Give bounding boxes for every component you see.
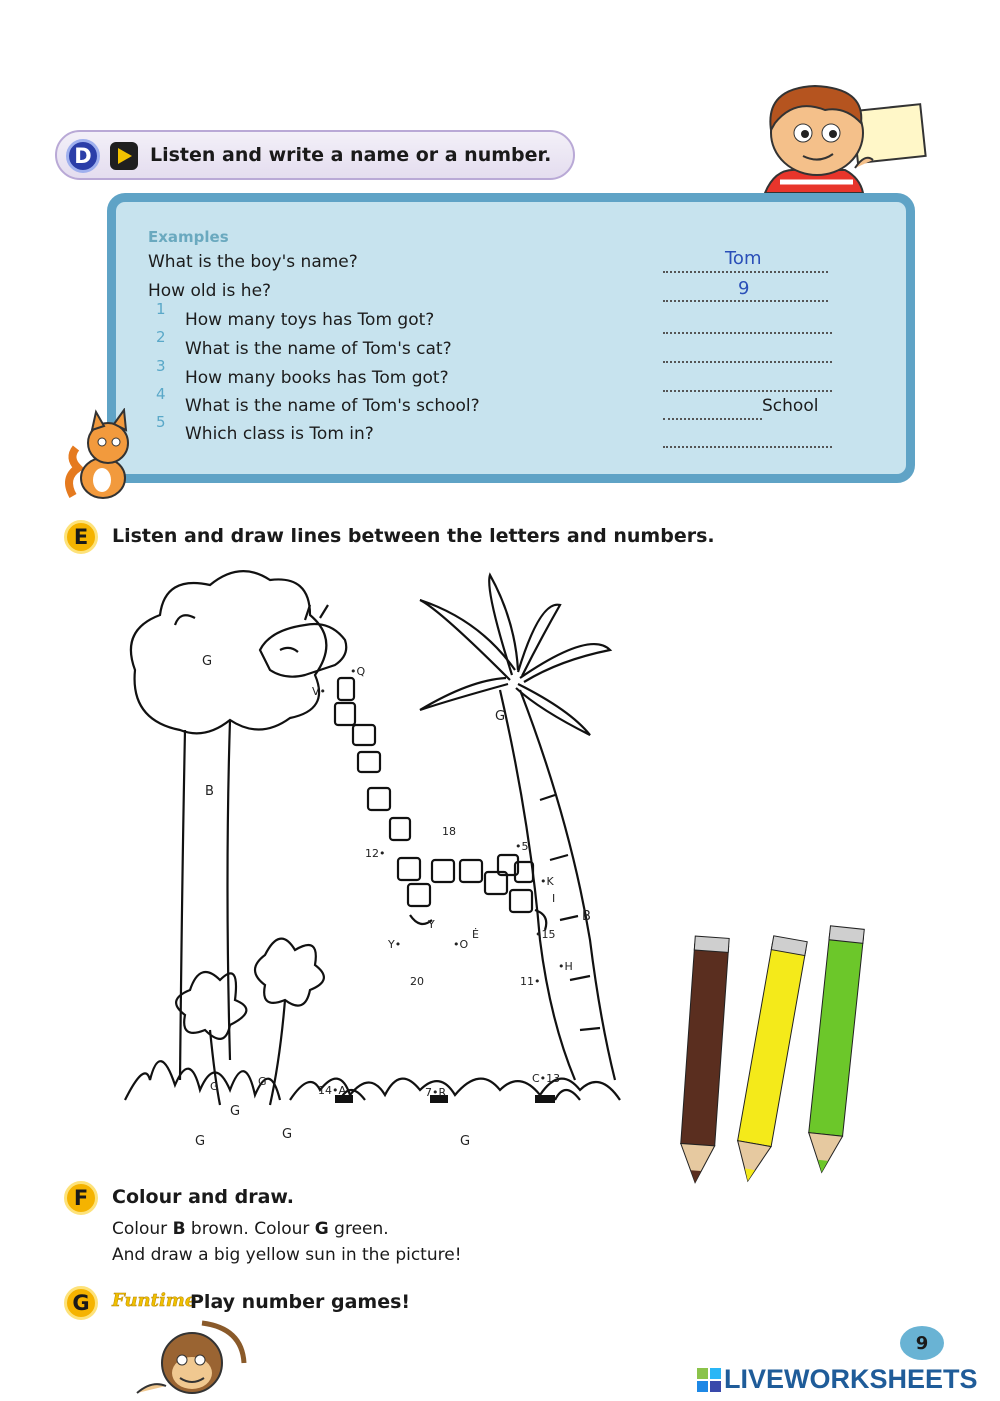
example-question-2: How old is he?: [148, 281, 272, 301]
coloured-pencils: [675, 925, 875, 1190]
label-k: •K: [540, 875, 554, 888]
label-y: Y•: [388, 938, 402, 951]
label-g: G: [210, 1080, 219, 1093]
question-number: 4: [156, 385, 166, 403]
answer-line: [663, 271, 828, 273]
example-answer-1: Tom: [725, 248, 762, 269]
question-5: Which class is Tom in?: [185, 424, 374, 444]
text: brown. Colour: [185, 1219, 315, 1239]
answer-input-1[interactable]: [663, 314, 832, 334]
label-15: •15: [535, 928, 556, 941]
play-audio-button[interactable]: [110, 142, 138, 170]
answer-input-5[interactable]: [663, 428, 832, 448]
label-b: B: [582, 909, 591, 924]
section-letter: F: [73, 1186, 89, 1210]
section-d-badge: [66, 139, 100, 173]
section-g-instruction: Play number games!: [190, 1291, 411, 1313]
section-f-instruction: Colour and draw.: [112, 1186, 294, 1208]
question-number: 1: [156, 300, 166, 318]
section-letter: D: [74, 144, 92, 168]
label-b: B: [205, 784, 214, 799]
answer-input-3[interactable]: [663, 372, 832, 392]
label-i: I: [552, 892, 556, 905]
label-11: 11•: [520, 975, 541, 988]
label-o: •O: [453, 938, 469, 951]
label-20: 20: [410, 975, 424, 988]
section-letter: E: [73, 525, 89, 549]
liveworksheets-logo-icon: [697, 1368, 721, 1392]
question-1: How many toys has Tom got?: [185, 310, 435, 330]
question-number: 2: [156, 328, 166, 346]
question-2: What is the name of Tom's cat?: [185, 339, 452, 359]
answer-input-4[interactable]: [663, 400, 762, 420]
label-g: G: [202, 654, 213, 669]
label-e: Ė: [472, 928, 479, 941]
section-letter: G: [72, 1291, 90, 1315]
label-h: •H: [558, 960, 573, 973]
label-18: 18: [442, 825, 456, 838]
question-4: What is the name of Tom's school?: [185, 396, 480, 416]
letter-b: B: [172, 1219, 186, 1239]
dot-to-dot-picture: [120, 560, 640, 1160]
label-5: •5: [515, 840, 529, 853]
label-y: Y: [428, 918, 435, 931]
answer-line: [663, 300, 828, 302]
text: green.: [328, 1219, 389, 1239]
boy-illustration: [735, 78, 930, 193]
brand-name[interactable]: LIVEWORKSHEETS: [724, 1364, 978, 1394]
question-number: 5: [156, 413, 166, 431]
label-g: G: [230, 1104, 241, 1119]
section-f-badge: [64, 1181, 98, 1215]
funtime-logo: Funtime: [112, 1290, 197, 1311]
label-g: G: [258, 1075, 267, 1088]
answer-input-2[interactable]: [663, 343, 832, 363]
label-v: V•: [312, 685, 327, 698]
label-g: G: [460, 1134, 471, 1149]
label-c: C•13: [532, 1072, 561, 1085]
question-3: How many books has Tom got?: [185, 368, 449, 388]
label-12: 12•: [365, 847, 386, 860]
section-f-line-1: [112, 1219, 389, 1239]
section-f-line-2: And draw a big yellow sun in the picture!: [112, 1245, 462, 1265]
cat-illustration: [58, 408, 138, 503]
label-g: G: [195, 1134, 206, 1149]
label-g: G: [495, 709, 506, 724]
section-e-badge: [64, 520, 98, 554]
play-icon: [117, 148, 133, 164]
label-g: G: [282, 1127, 293, 1142]
section-e-instruction: Listen and draw lines between the letters and numbers.: [112, 525, 715, 547]
section-g-badge: [64, 1286, 98, 1320]
page-number: 9: [900, 1326, 944, 1360]
examples-label: Examples: [148, 228, 229, 246]
monkey-illustration: [132, 1318, 252, 1398]
example-question-1: What is the boy's name?: [148, 252, 358, 272]
school-suffix: School: [762, 396, 819, 416]
text: Colour: [112, 1219, 173, 1239]
label-7: 7•R: [425, 1086, 447, 1099]
example-answer-2: 9: [738, 278, 750, 299]
letter-g: G: [314, 1219, 329, 1239]
question-number: 3: [156, 357, 166, 375]
label-14: 14•A: [318, 1084, 347, 1097]
section-d-instruction: Listen and write a name or a number.: [150, 144, 552, 166]
label-q: •Q: [350, 665, 366, 678]
